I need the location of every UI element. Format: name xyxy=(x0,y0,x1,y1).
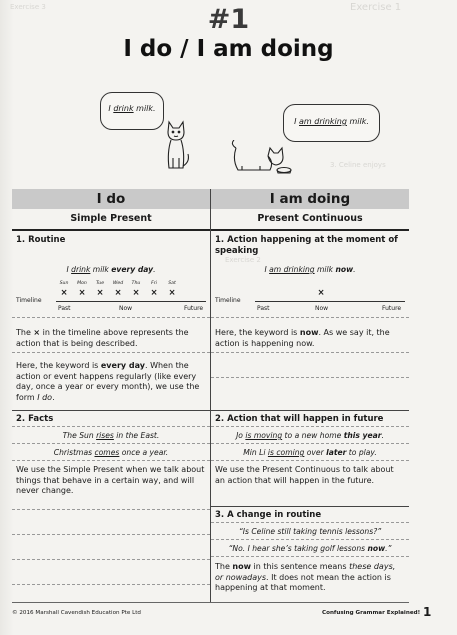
lesson-number: #1 xyxy=(207,4,250,35)
timeline-x-mark: × xyxy=(96,288,104,298)
drinking-cat-illustration xyxy=(230,140,292,176)
sitting-cat-illustration xyxy=(160,118,192,174)
speech-bubble-left: I drink milk. xyxy=(100,92,164,130)
timeline-x-mark: × xyxy=(60,288,68,298)
timeline-day: Wed xyxy=(112,281,124,286)
example-sentence: Min Li is coming over later to play. xyxy=(243,448,377,457)
section-heading-change-in-routine: 3. A change in routine xyxy=(215,510,322,520)
timeline-day: Thu xyxy=(131,281,141,286)
timeline-x-mark: × xyxy=(78,288,86,298)
example-sentence: “No. I hear she’s taking golf lessons now.” xyxy=(228,544,392,553)
example-sentence: Christmas comes once a year. xyxy=(53,448,169,457)
timeline-day: Sat xyxy=(168,281,176,286)
example-sentence: Jo is moving to a new home this year. xyxy=(236,431,384,440)
book-title-footer: Confusing Grammar Explained! xyxy=(322,610,421,616)
timeline-day: Sun xyxy=(59,281,69,286)
explanation-text: We use the Simple Present when we talk about things that behave in a certain way, and will never change. xyxy=(16,465,205,495)
timeline-day: Fri xyxy=(151,281,157,286)
column-subheader-simple-present: Simple Present xyxy=(70,213,152,224)
timeline-x-mark: × xyxy=(132,288,140,298)
ghost-text: Exercise 2 xyxy=(225,256,261,264)
ghost-text: Exercise 1 xyxy=(350,2,402,13)
timeline-future: Future xyxy=(184,305,204,312)
comparison-table xyxy=(12,189,409,603)
explanation-text: The now in this sentence means these days, or nowadays. It does not mean the action is happening at that moment. xyxy=(215,562,396,592)
timeline-label: Timeline xyxy=(16,297,42,304)
copyright-footer: © 2016 Marshall Cavendish Education Pte Ltd xyxy=(12,610,141,616)
column-subheader-present-continuous: Present Continuous xyxy=(257,213,363,224)
column-header-i-do: I do xyxy=(12,189,210,209)
timeline-label: Timeline xyxy=(215,297,241,304)
example-sentence: I drink milk every day. xyxy=(66,265,156,274)
explanation-text: We use the Present Continuous to talk about an action that will happen in the future. xyxy=(215,465,394,485)
timeline-past: Past xyxy=(257,305,270,312)
timeline-x-mark: × xyxy=(317,288,325,298)
speech-bubble-right: I am drinking milk. xyxy=(283,104,380,142)
timeline-day: Mon xyxy=(77,281,87,286)
timeline-x-mark: × xyxy=(168,288,176,298)
timeline-x-mark: × xyxy=(114,288,122,298)
section-heading-action-happening: 1. Action happening at the moment of speaking xyxy=(215,235,398,256)
explanation-text: Here, the keyword is every day. When the action or event happens regularly (like every day, once a year or every month), we use the form I do. xyxy=(16,361,200,402)
ghost-text: 3. Celine enjoys xyxy=(330,161,386,169)
explanation-text: Here, the keyword is now. As we say it, the action is happening now. xyxy=(215,328,390,348)
page-title: I do / I am doing xyxy=(123,36,334,62)
timeline-now: Now xyxy=(119,305,133,312)
timeline-future: Future xyxy=(382,305,402,312)
section-heading-facts: 2. Facts xyxy=(16,414,54,424)
column-header-i-am-doing: I am doing xyxy=(211,189,409,209)
section-heading-routine: 1. Routine xyxy=(16,235,66,245)
page-number: 1 xyxy=(423,605,432,619)
example-sentence: The Sun rises in the East. xyxy=(62,431,160,440)
example-sentence: “Is Celine still taking tennis lessons?” xyxy=(238,527,382,536)
explanation-text: The × in the timeline above represents the action that is being described. xyxy=(16,328,189,348)
timeline-past: Past xyxy=(58,305,71,312)
timeline-x-mark: × xyxy=(150,288,158,298)
timeline-now: Now xyxy=(315,305,329,312)
example-sentence: I am drinking milk now. xyxy=(264,265,356,274)
ghost-text: Exercise 3 xyxy=(10,3,46,11)
timeline-day: Tue xyxy=(95,281,105,286)
section-heading-future-action: 2. Action that will happen in future xyxy=(215,414,384,424)
